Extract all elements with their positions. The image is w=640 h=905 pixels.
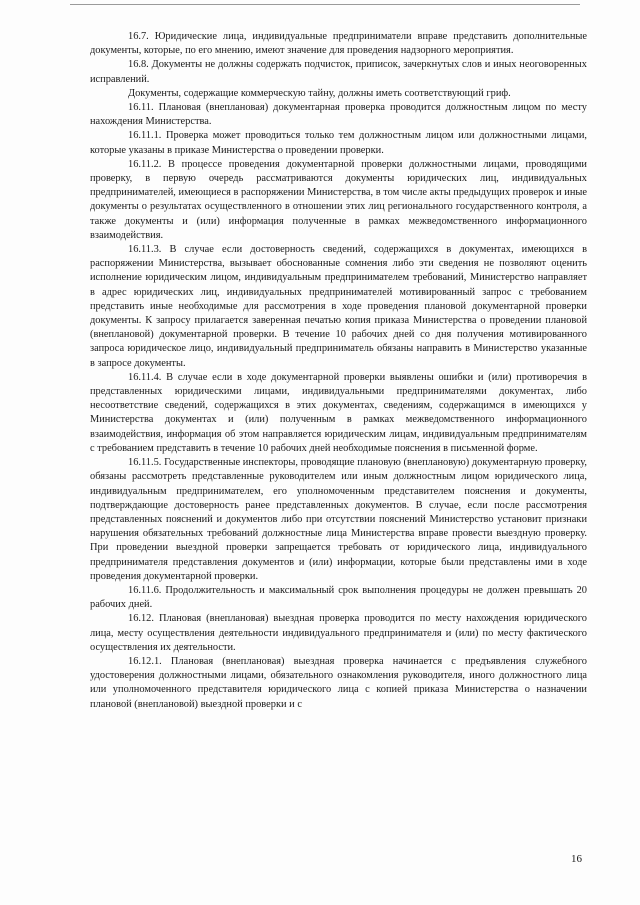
page-number: 16 bbox=[571, 853, 582, 865]
paragraph-16-11-3: 16.11.3. В случае если достоверность сведений, содержащихся в документах, имеющихся в распоряжении Министерства, вызывает обоснованные сомнения либо эти сведения не позволяют оценить исполнение юридическим лицом, индивидуальным предпринимателем требований, Министерство направляет в адрес юридических лиц, индивидуальных предпринимателей мотивированный запрос с требованием представить иные необходимые для рассмотрения в ходе проведения плановой документарной проверки документы. К запросу прилагается заверенная печатью копия приказа Министерства о проведении плановой (внеплановой) документарной проверки. В течение 10 рабочих дней со дня получения мотивированного запроса юридическое лицо, индивидуальный предприниматель обязаны направить в Министерство указанные в запросе документы. bbox=[90, 244, 587, 369]
paragraph-16-11-2: 16.11.2. В процессе проведения документарной проверки должностными лицами, проводящими проверку, в первую очередь рассматриваются документы юридических лиц, индивидуальных предпринимателей, имеющиеся в распоряжении Министерства, в том числе акты предыдущих проверок и иные документы о результатах осуществленного в отношении этих лиц регионального государственного контроля, а также документы и (или) информация полученные в рамках межведомственного информационного взаимодействия. bbox=[90, 158, 587, 241]
paragraph-16-12: 16.12. Плановая (внеплановая) выездная проверка проводится по месту нахождения юридического лица, месту осуществления деятельности индивидуального предпринимателя и (или) по месту фактического осуществления их деятельности. bbox=[90, 613, 587, 653]
paragraph-16-11-5: 16.11.5. Государственные инспекторы, проводящие плановую (внеплановую) документарную проверку, обязаны рассмотреть представленные руководителем или иным должностным лицом юридического лица, индивидуальным предпринимателем, его уполномоченным представителем пояснения и документы, подтверждающие достоверность ранее представленных документов. В случае, если после рассмотрения представленных пояснений и документов либо при отсутствии пояснений Министерство установит признаки нарушения обязательных требований должностные лица Министерства вправе провести выездную проверку. При проведении выездной проверки запрещается требовать от юридического лица, индивидуального предпринимателя представления документов и (или) информации, которые были представлены ими в ходе проведения документарной проверки. bbox=[90, 457, 587, 582]
paragraph-16-11-6: 16.11.6. Продолжительность и максимальный срок выполнения процедуры не должен превышать 20 рабочих дней. bbox=[90, 584, 587, 611]
document-body bbox=[90, 30, 587, 712]
paragraph-16-11: 16.11. Плановая (внеплановая) документарная проверка проводится должностным лицом по месту нахождения Министерства. bbox=[90, 102, 587, 128]
paragraph-16-7: 16.7. Юридические лица, индивидуальные предприниматели вправе представить дополнительные документы, которые, по его мнению, имеют значение для проведения надзорного мероприятия. bbox=[90, 31, 587, 57]
paragraph-16-11-4: 16.11.4. В случае если в ходе документарной проверки выявлены ошибки и (или) противоречия в представленных юридическими лицами, индивидуальными предпринимателями документах, либо несоответствие сведений, содержащихся в этих документах, сведениям, содержащимся в имеющихся у Министерства документах и (или) полученным в рамках межведомственного информационного взаимодействия, информация об этом направляется юридическим лицам, индивидуальным предпринимателям с требованием представить в течение 10 рабочих дней необходимые пояснения в письменной форме. bbox=[90, 371, 587, 454]
paragraph-16-11-1: 16.11.1. Проверка может проводиться только тем должностным лицом или должностными лицами, которые указаны в приказе Министерства о проведении проверки. bbox=[90, 130, 587, 156]
paragraph-trade-secret: Документы, содержащие коммерческую тайну, должны иметь соответствующий гриф. bbox=[128, 87, 511, 99]
scan-edge-line bbox=[70, 4, 580, 5]
paragraph-16-8: 16.8. Документы не должны содержать подчисток, приписок, зачеркнутых слов и иных неоговоренных исправлений. bbox=[90, 59, 587, 85]
paragraph-16-12-1: 16.12.1. Плановая (внеплановая) выездная проверка начинается с предъявления служебного удостоверения должностными лицами, обязательного ознакомления руководителя, иного должностного лица или уполномоченного представителя юридического лица с копией приказа Министерства о назначении плановой (внеплановой) выездной проверки и с bbox=[90, 655, 587, 710]
